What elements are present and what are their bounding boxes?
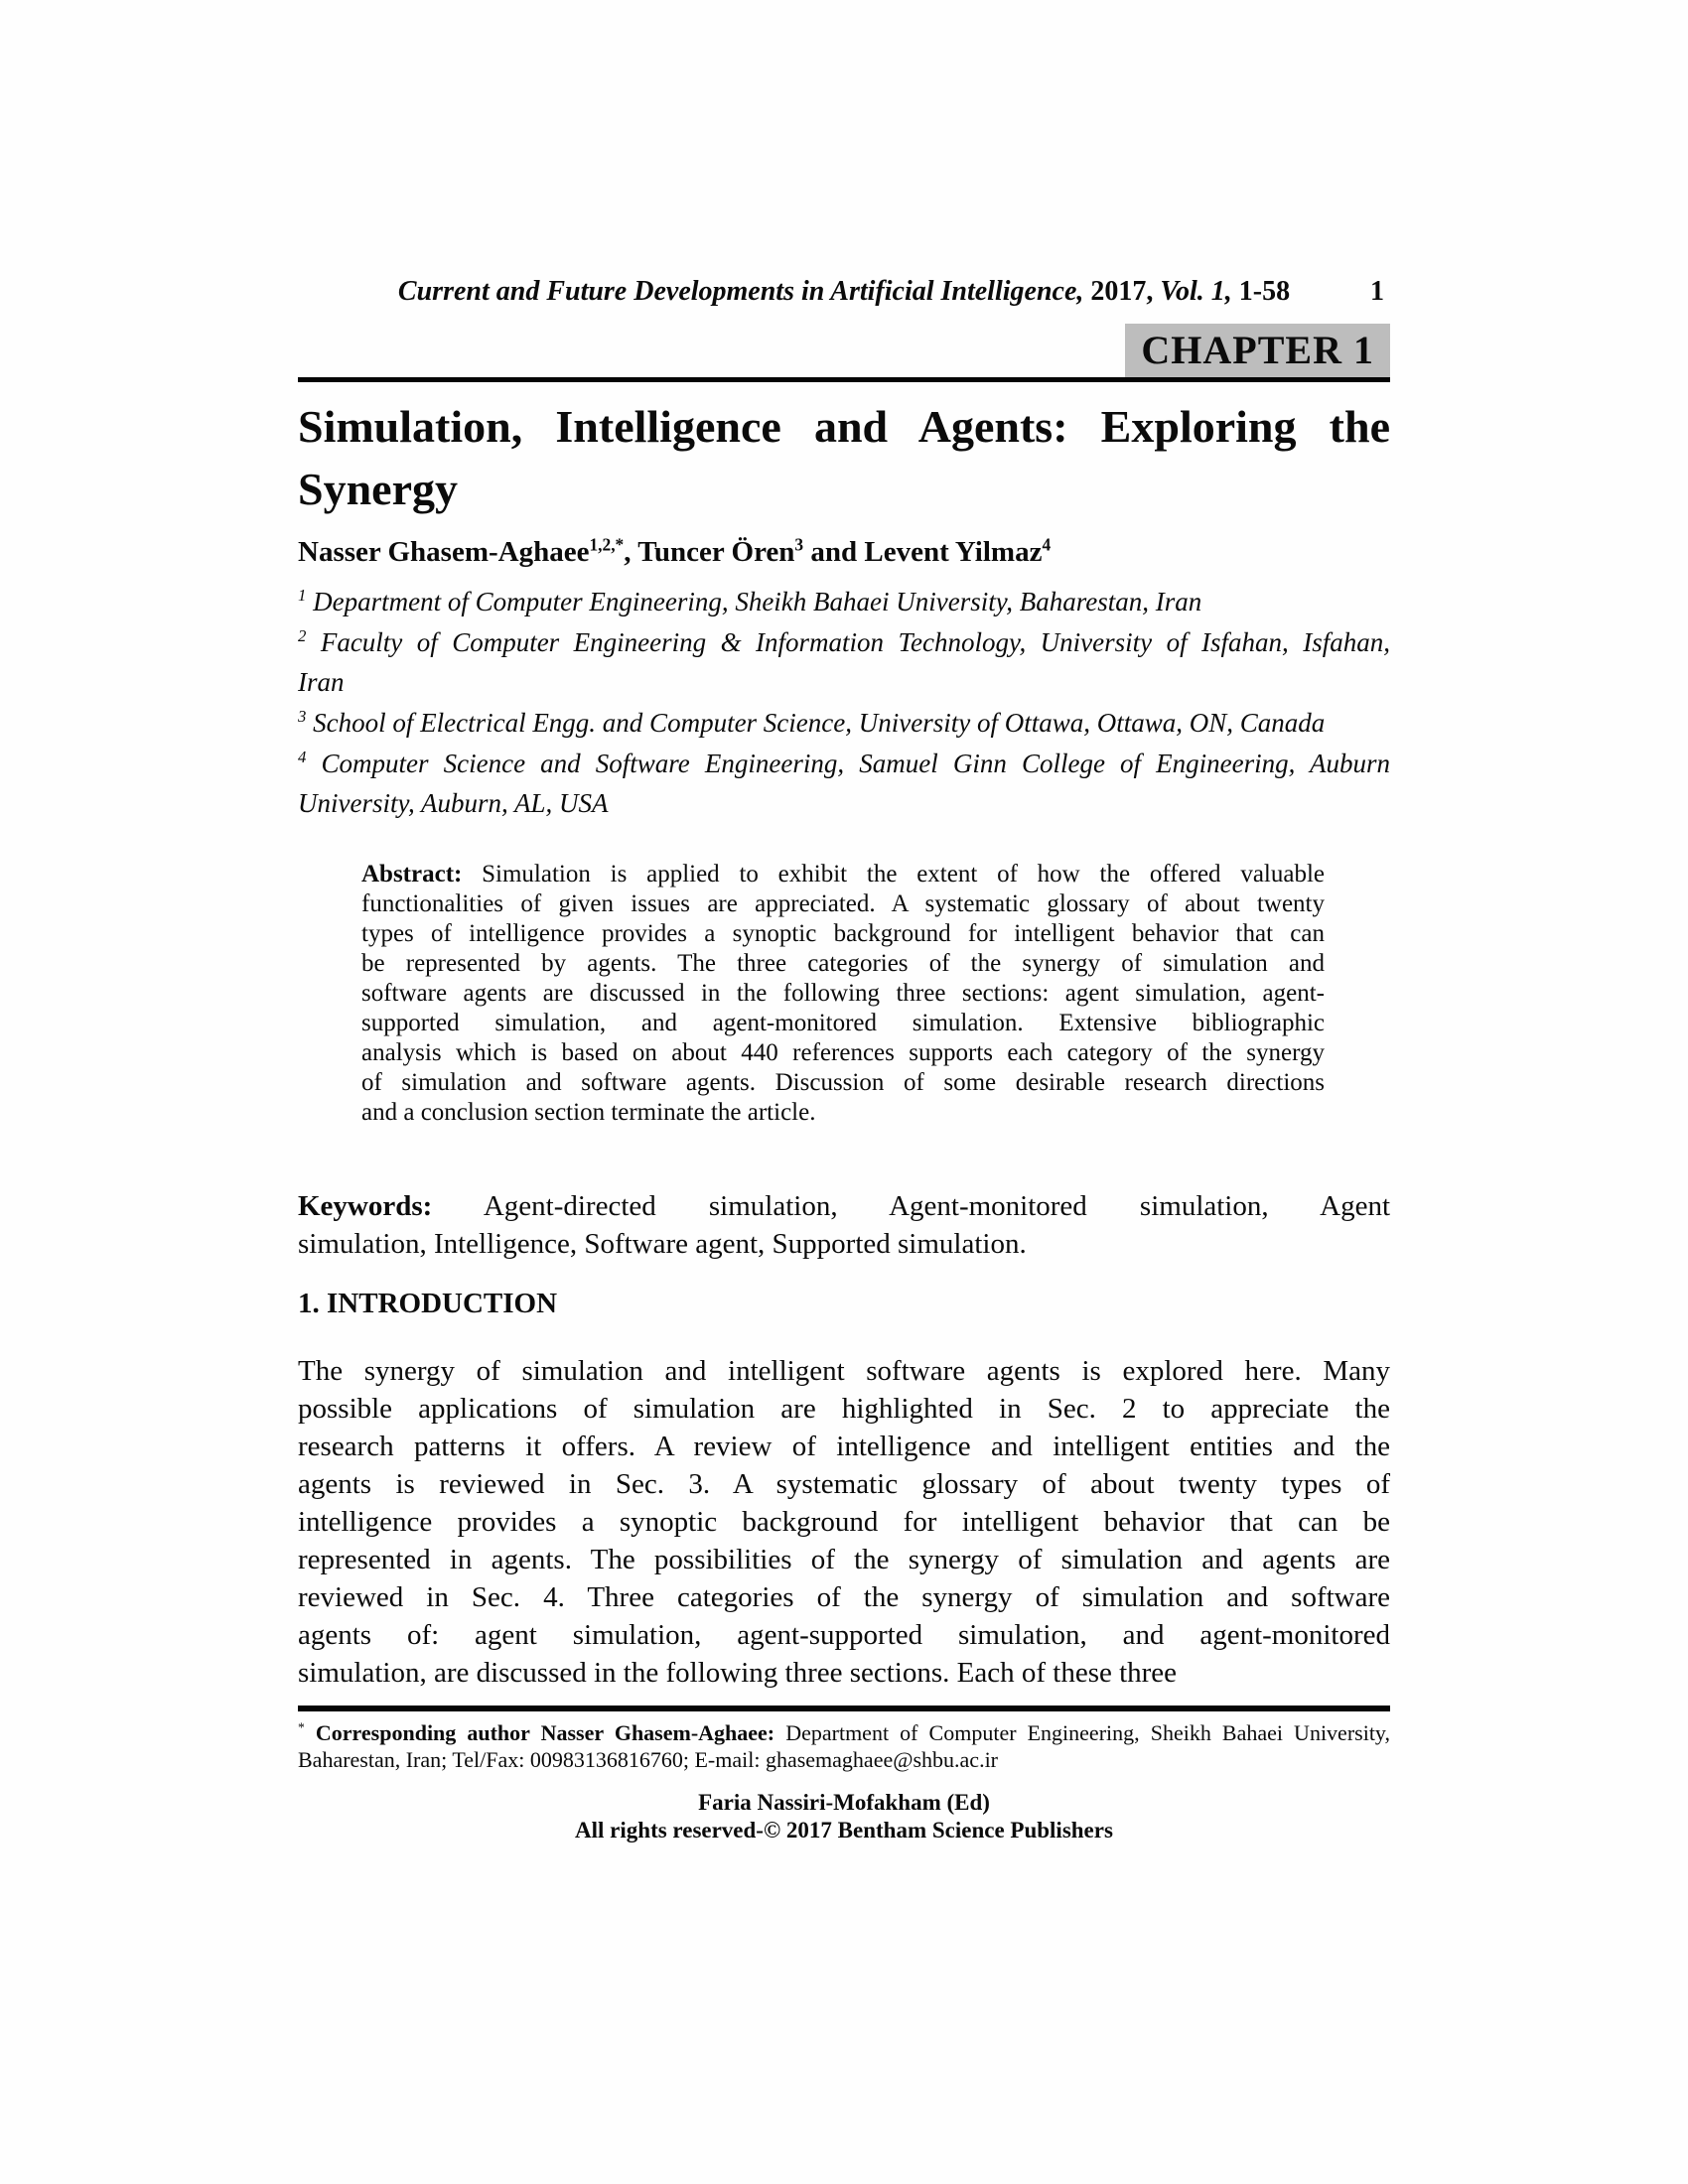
- abstract-line: types of intelligence provides a synoptic background for intelligent behavior that can: [361, 920, 1325, 947]
- footnote-line1: [298, 1719, 1390, 1746]
- intro-line: simulation, are discussed in the following three sections. Each of these three: [298, 1657, 1178, 1689]
- footnote-rule: [298, 1706, 1390, 1711]
- affiliation-2: [298, 622, 1390, 702]
- affiliation-1-text: Department of Computer Engineering, Sheikh Bahaei University, Baharestan, Iran: [313, 587, 1202, 616]
- abstract-label: Abstract:: [361, 861, 463, 887]
- chapter-title-line2: Synergy: [298, 464, 458, 514]
- intro-line: intelligence provides a synoptic background for intelligent behavior that can be: [298, 1506, 1390, 1538]
- abstract-line: functionalities of given issues are appreciated. A systematic glossary of about twenty: [361, 890, 1325, 917]
- author-name-2: Tuncer Ören: [637, 536, 795, 568]
- affiliation-4-marker: 4: [298, 748, 307, 766]
- author-3-affil-marks: 4: [1042, 534, 1052, 555]
- footnote-line2: Baharestan, Iran; Tel/Fax: 00983136816760; E-mail: ghasemaghaee@shbu.ac.ir: [298, 1747, 999, 1772]
- intro-line: reviewed in Sec. 4. Three categories of the synergy of simulation and software: [298, 1581, 1390, 1613]
- affiliation-3-marker: 3: [298, 707, 307, 726]
- author-1-affil-marks: 1,2,*: [589, 534, 625, 555]
- keywords-line: [298, 1187, 1390, 1225]
- affiliation-2-line1: [298, 622, 1390, 662]
- affiliation-4-line1: [298, 744, 1390, 783]
- introduction-paragraph: [298, 1352, 1390, 1692]
- chapter-title-line1: Simulation, Intelligence and Agents: Exploring the: [298, 401, 1390, 452]
- header-rule: [298, 377, 1390, 382]
- section-heading-introduction: 1. INTRODUCTION: [298, 1288, 558, 1319]
- abstract-line: of simulation and software agents. Discussion of some desirable research directions: [361, 1069, 1325, 1096]
- affiliation-3: [298, 703, 1390, 743]
- intro-line: The synergy of simulation and intelligent software agents is explored here. Many: [298, 1355, 1390, 1387]
- abstract-line: software agents are discussed in the following three sections: agent simulation, agent-: [361, 980, 1325, 1007]
- affiliation-4-line2: University, Auburn, AL, USA: [298, 788, 609, 818]
- author-2-affil-marks: 3: [794, 534, 804, 555]
- abstract-line: supported simulation, and agent-monitored simulation. Extensive bibliographic: [361, 1010, 1325, 1036]
- keywords-block: [298, 1187, 1390, 1263]
- abstract-block: [298, 860, 1390, 1128]
- chapter-badge: CHAPTER 1: [1125, 324, 1390, 381]
- abstract-line: [361, 860, 1325, 889]
- intro-line: possible applications of simulation are highlighted in Sec. 2 to appreciate the: [298, 1393, 1390, 1425]
- abstract-line: be represented by agents. The three categories of the synergy of simulation and: [361, 950, 1325, 977]
- keywords-text: Agent-directed simulation, Agent-monitored simulation, Agent: [483, 1190, 1390, 1222]
- affiliations: [298, 582, 1390, 824]
- authors-line: [298, 534, 1390, 570]
- affiliation-2-line2: Iran: [298, 667, 345, 697]
- intro-line: agents is reviewed in Sec. 3. A systematic glossary of about twenty types of: [298, 1468, 1390, 1500]
- journal-citation: [398, 276, 1290, 307]
- affiliation-2-text1: Faculty of Computer Engineering & Information Technology, University of Isfahan, Isfahan,: [320, 627, 1390, 657]
- keywords-line: simulation, Intelligence, Software agent, Supported simulation.: [298, 1228, 1027, 1260]
- abstract-line: analysis which is based on about 440 references supports each category of the synergy: [361, 1039, 1325, 1066]
- intro-line: represented in agents. The possibilities of the synergy of simulation and agents are: [298, 1544, 1390, 1575]
- footer-rights: All rights reserved-© 2017 Bentham Science Publishers: [575, 1818, 1113, 1843]
- footer-editor: Faria Nassiri-Mofakham (Ed): [698, 1790, 990, 1815]
- author-separator: ,: [624, 536, 638, 568]
- author-conjunction: and: [803, 536, 865, 568]
- affiliation-4-text1: Computer Science and Software Engineering, Samuel Ginn College of Engineering, Auburn: [321, 749, 1391, 778]
- author-name-1: Nasser Ghasem-Aghaee: [298, 536, 590, 568]
- footnote-text: Department of Computer Engineering, Sheikh Bahaei University,: [785, 1720, 1390, 1745]
- footnote-author-bold: Corresponding author Nasser Ghasem-Aghaee:: [315, 1720, 775, 1745]
- journal-pages: 1-58: [1238, 276, 1291, 307]
- running-header: [298, 276, 1390, 308]
- keywords-label: Keywords:: [298, 1190, 433, 1222]
- journal-title: Current and Future Developments in Artificial Intelligence,: [397, 276, 1084, 307]
- author-name-3: Levent Yilmaz: [864, 536, 1043, 568]
- chapter-title: [298, 395, 1390, 520]
- affiliation-1-marker: 1: [298, 586, 307, 605]
- abstract-line: and a conclusion section terminate the article.: [361, 1099, 816, 1126]
- affiliation-3-text: School of Electrical Engg. and Computer Science, University of Ottawa, Ottawa, ON, Canada: [313, 708, 1326, 738]
- chapter-banner-row: [298, 324, 1390, 383]
- affiliation-1: [298, 582, 1390, 621]
- footnote-marker: *: [298, 1719, 305, 1735]
- journal-volume: Vol. 1,: [1160, 276, 1232, 307]
- page-number: 1: [1370, 276, 1384, 307]
- intro-line: research patterns it offers. A review of intelligence and intelligent entities and the: [298, 1431, 1390, 1462]
- affiliation-4: [298, 744, 1390, 823]
- page-footer: [298, 1789, 1390, 1844]
- corresponding-author-note: [298, 1719, 1390, 1773]
- affiliation-2-marker: 2: [298, 626, 307, 645]
- journal-year: 2017,: [1090, 276, 1154, 307]
- abstract-text: Simulation is applied to exhibit the extent of how the offered valuable: [482, 861, 1326, 887]
- intro-line: agents of: agent simulation, agent-supported simulation, and agent-monitored: [298, 1619, 1390, 1651]
